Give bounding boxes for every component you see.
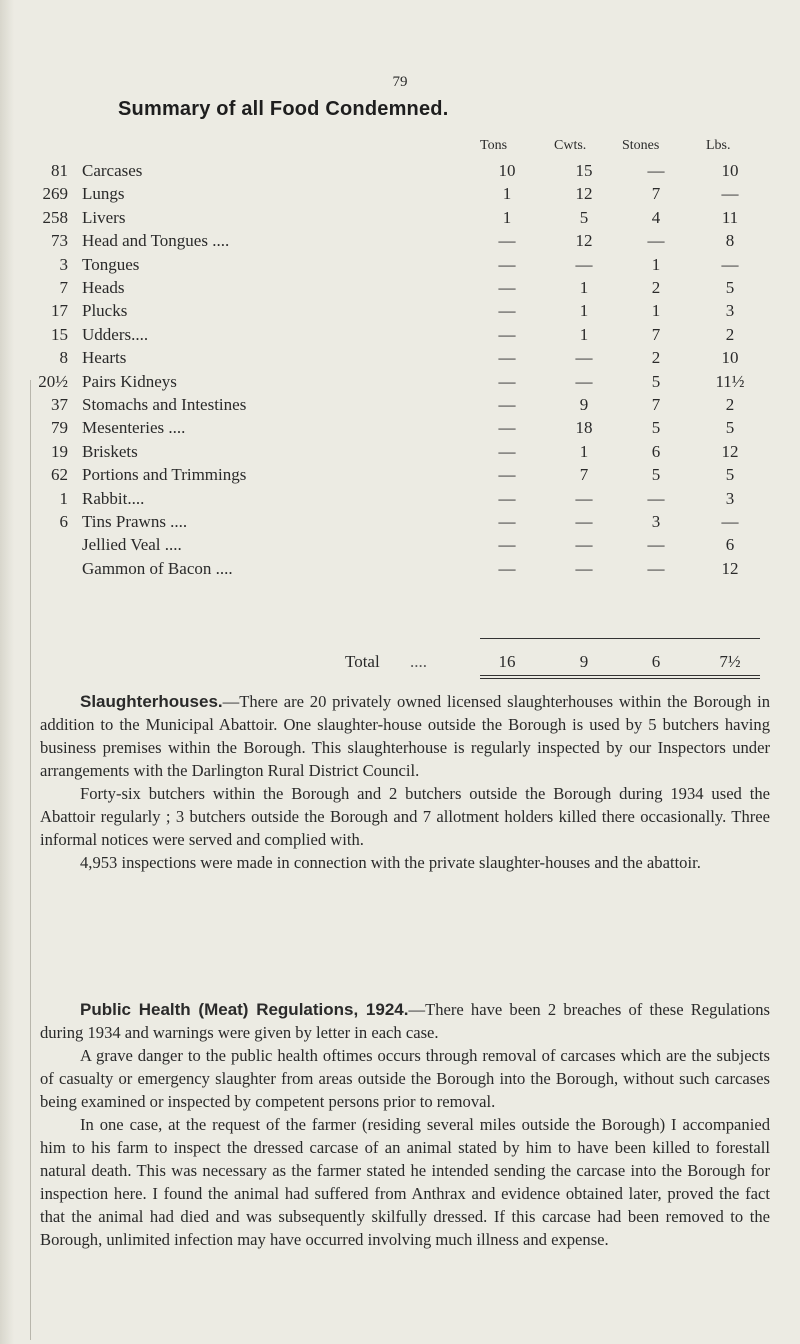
row-tons: — <box>498 558 516 578</box>
table-row <box>0 254 800 276</box>
row-item: Tins Prawns .... <box>82 512 188 531</box>
row-tons: — <box>498 231 516 251</box>
row-cwts: 12 <box>575 231 593 251</box>
row-stones: 7 <box>651 324 661 344</box>
row-tons: — <box>498 535 516 555</box>
row-stones: 3 <box>651 512 661 531</box>
total-rule-double <box>480 678 760 679</box>
row-cwts: 1 <box>579 441 589 461</box>
row-item: Rabbit.... <box>82 488 145 508</box>
row-lbs: 11½ <box>715 371 745 391</box>
row-stones: — <box>647 535 665 555</box>
row-tons: — <box>498 254 516 274</box>
row-cwts: — <box>575 254 593 274</box>
table-row <box>0 417 800 439</box>
row-item: Lungs <box>82 184 125 204</box>
row-item: Heads <box>82 278 125 297</box>
row-count: 62 <box>51 465 68 485</box>
row-tons: — <box>498 395 516 414</box>
row-stones: 2 <box>651 348 661 368</box>
table-row <box>0 300 800 322</box>
row-stones: 1 <box>651 301 661 321</box>
row-lbs: 5 <box>725 418 735 438</box>
row-count: 73 <box>51 231 68 251</box>
header-cwts: Cwts. <box>554 138 587 153</box>
row-stones: 5 <box>651 465 661 485</box>
slaughter-heading: Slaughterhouses. <box>80 692 223 711</box>
page-title: Summary of all Food Condemned. <box>118 98 449 120</box>
row-lbs: 5 <box>725 278 735 297</box>
row-stones: — <box>647 231 665 251</box>
row-lbs: 3 <box>725 301 735 321</box>
row-tons: — <box>498 371 516 391</box>
row-tons: — <box>498 301 516 321</box>
row-stones: 5 <box>651 371 661 391</box>
row-count: 3 <box>59 254 68 274</box>
slaughter-paragraph-2: Forty-six butchers within the Borough and 2 butchers outside the Borough during 1934 used the Abattoir regularly ; 3 butchers outside the Borough and 7 allotment holders killed there occasionally. Three informal notices were served and complied with. <box>40 784 770 849</box>
row-cwts: — <box>575 558 593 578</box>
row-lbs: — <box>721 512 739 531</box>
table-row <box>0 534 800 556</box>
row-lbs: 5 <box>725 465 735 485</box>
table-row <box>0 558 800 580</box>
total-rule-bottom <box>480 675 760 676</box>
total-tons: 16 <box>498 652 516 671</box>
header-lbs: Lbs. <box>706 138 731 153</box>
table-row <box>0 207 800 229</box>
row-stones: 2 <box>651 278 661 297</box>
meat-regulations-section <box>40 998 770 1251</box>
slaughterhouses-section <box>40 690 770 874</box>
row-stones: 5 <box>651 418 661 438</box>
row-stones: 4 <box>651 207 661 227</box>
row-item: Udders.... <box>82 324 149 344</box>
row-lbs: 11 <box>721 207 739 227</box>
total-row <box>0 651 800 673</box>
row-tons: 1 <box>502 207 512 227</box>
row-lbs: 10 <box>721 161 739 180</box>
row-item: Gammon of Bacon .... <box>82 558 233 578</box>
row-cwts: 7 <box>579 465 589 485</box>
table-row <box>0 511 800 533</box>
meat-paragraph-3: In one case, at the request of the farmer (residing several miles outside the Borough) I accompanied him to his farm to inspect the dressed carcase of an animal stated by him to have been killed to forestall natural death. This was necessary as the farmer stated he intended sending the carcase into the Borough for inspection here. I found the animal had suffered from Anthrax and evidence obtained later, proved the fact that the animal had died and was subsequently skilfully dressed. If this carcase had been removed to the Borough, unlimited infection may have occurred involving much illness and expense. <box>40 1115 770 1249</box>
row-tons: — <box>498 465 516 485</box>
row-stones: 7 <box>651 395 661 414</box>
row-cwts: 5 <box>579 207 589 227</box>
row-count: 269 <box>42 184 68 204</box>
table-row <box>0 277 800 299</box>
row-count: 15 <box>51 324 68 344</box>
row-cwts: 1 <box>579 324 589 344</box>
header-tons: Tons <box>480 138 508 153</box>
row-tons: — <box>498 278 516 297</box>
row-count: 8 <box>59 348 68 368</box>
total-cwts: 9 <box>579 652 589 671</box>
row-item: Mesenteries .... <box>82 418 186 438</box>
row-count: 79 <box>51 418 68 438</box>
table-row <box>0 394 800 416</box>
row-cwts: 9 <box>579 395 589 414</box>
row-item: Tongues <box>82 254 140 274</box>
row-count: 81 <box>51 161 68 180</box>
total-rule-top <box>480 638 760 639</box>
row-tons: — <box>498 512 516 531</box>
row-cwts: 15 <box>575 161 593 180</box>
table-row <box>0 230 800 252</box>
row-lbs: — <box>721 184 739 204</box>
row-count: 19 <box>51 441 68 461</box>
row-item: Pairs Kidneys <box>82 371 177 391</box>
row-item: Carcases <box>82 161 143 180</box>
row-count: 1 <box>59 488 68 508</box>
table-row <box>0 324 800 346</box>
row-count: 20½ <box>38 371 68 391</box>
row-tons: 10 <box>498 161 516 180</box>
row-item: Briskets <box>82 441 138 461</box>
row-item: Stomachs and Intestines <box>82 395 247 414</box>
row-count: 7 <box>59 278 68 297</box>
row-lbs: 3 <box>725 488 735 508</box>
row-cwts: 18 <box>575 418 593 438</box>
row-stones: 7 <box>651 184 661 204</box>
row-cwts: 1 <box>579 301 589 321</box>
row-item: Plucks <box>82 301 128 321</box>
total-dots: .... <box>410 652 427 671</box>
row-lbs: 8 <box>725 231 735 251</box>
page-number: 79 <box>392 74 408 90</box>
row-stones: — <box>647 161 665 180</box>
row-cwts: — <box>575 488 593 508</box>
row-stones: — <box>647 488 665 508</box>
slaughter-paragraph-1: Slaughterhouses.—There are 20 privately owned licensed slaughterhouses within the Borough in addition to the Municipal Abattoir. One slaughter-house outside the Borough is used by 5 butchers having business premises within the Borough. This slaughterhouse is regularly inspected by our Inspectors under arrangements with the Darlington Rural District Council. <box>40 692 770 780</box>
row-cwts: — <box>575 512 593 531</box>
table-row <box>0 160 800 182</box>
table-row <box>0 488 800 510</box>
row-cwts: 1 <box>579 278 589 297</box>
meat-paragraph-2: A grave danger to the public health oftimes occurs through removal of carcases which are the subjects of casualty or emergency slaughter from areas outside the Borough into the Borough, without such carcases being examined or inspected by competent persons prior to removal. <box>40 1046 770 1111</box>
row-cwts: — <box>575 371 593 391</box>
row-count: 258 <box>42 207 68 227</box>
row-stones: — <box>647 558 665 578</box>
row-item: Head and Tongues .... <box>82 231 230 251</box>
table-row <box>0 183 800 205</box>
table-row <box>0 371 800 393</box>
row-tons: — <box>498 488 516 508</box>
total-label: Total <box>345 652 380 671</box>
total-lbs: 7½ <box>719 652 741 671</box>
row-count: 37 <box>51 395 68 414</box>
row-item: Jellied Veal .... <box>82 535 182 555</box>
meat-paragraph-1: Public Health (Meat) Regulations, 1924.—There have been 2 breaches of these Regulations during 1934 and warnings were given by letter in each case. <box>40 1000 771 1042</box>
row-lbs: 12 <box>721 558 739 578</box>
row-stones: 6 <box>651 441 661 461</box>
slaughter-paragraph-3: 4,953 inspections were made in connection with the private slaughter-houses and the abattoir. <box>80 853 701 872</box>
meat-heading: Public Health (Meat) Regulations, 1924. <box>80 1000 409 1019</box>
row-tons: — <box>498 348 516 368</box>
row-count: 6 <box>59 512 68 531</box>
row-lbs: 2 <box>725 395 735 414</box>
table-row <box>0 464 800 486</box>
row-tons: 1 <box>502 184 512 204</box>
row-cwts: — <box>575 535 593 555</box>
row-item: Hearts <box>82 348 127 368</box>
table-row <box>0 441 800 463</box>
row-cwts: 12 <box>575 184 593 204</box>
total-stones: 6 <box>651 652 661 671</box>
header-stones: Stones <box>622 138 660 153</box>
row-lbs: — <box>721 254 739 274</box>
row-lbs: 12 <box>721 441 739 461</box>
row-tons: — <box>498 324 516 344</box>
row-lbs: 10 <box>721 348 739 368</box>
row-count: 17 <box>51 301 68 321</box>
row-lbs: 6 <box>725 535 735 555</box>
row-item: Livers <box>82 207 126 227</box>
row-cwts: — <box>575 348 593 368</box>
table-row <box>0 347 800 369</box>
row-stones: 1 <box>651 254 661 274</box>
row-tons: — <box>498 441 516 461</box>
row-item: Portions and Trimmings <box>82 465 247 485</box>
row-tons: — <box>498 418 516 438</box>
row-lbs: 2 <box>725 324 735 344</box>
